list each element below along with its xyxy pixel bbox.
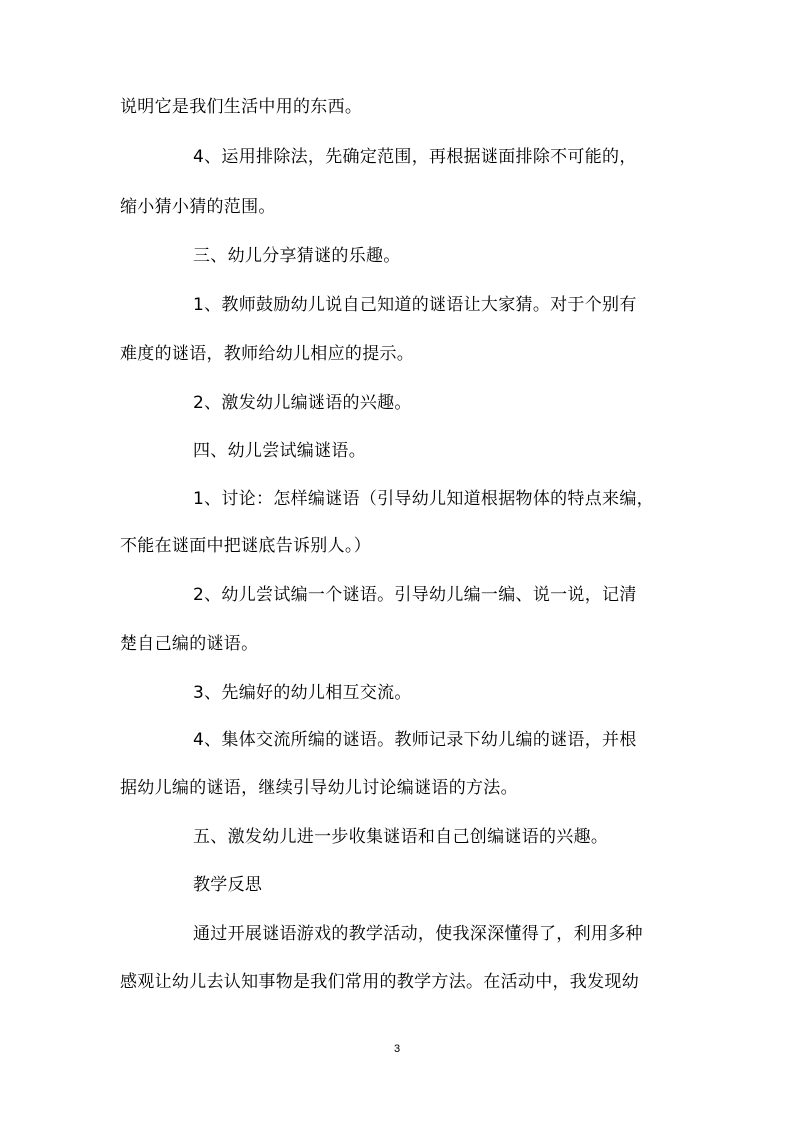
text-line: 3、先编好的幼儿相互交流。	[193, 683, 412, 703]
text-line: 2、激发幼儿编谜语的兴趣。	[193, 393, 412, 413]
text-line: 不能在谜面中把谜底告诉别人。）	[120, 536, 371, 556]
text-line: 感观让幼儿去认知事物是我们常用的教学方法。在活动中，我发现幼	[120, 972, 639, 992]
text-line: 难度的谜语，教师给幼儿相应的提示。	[120, 344, 415, 364]
text-line: 通过开展谜语游戏的教学活动，使我深深懂得了，利用多种	[193, 924, 643, 944]
text-line: 4、集体交流所编的谜语。教师记录下幼儿编的谜语，并根	[193, 730, 637, 750]
text-line: 2、幼儿尝试编一个谜语。引导幼儿编一编、说一说，记清	[193, 585, 637, 605]
text-line: 据幼儿编的谜语，继续引导幼儿讨论编谜语的方法。	[120, 778, 518, 798]
text-line: 缩小猜小猜的范围。	[120, 197, 276, 217]
section-heading: 教学反思	[193, 875, 263, 895]
section-heading: 三、幼儿分享猜谜的乐趣。	[193, 246, 401, 266]
text-line: 4、运用排除法，先确定范围，再根据谜面排除不可能的，	[193, 147, 637, 167]
text-line: 说明它是我们生活中用的东西。	[120, 97, 363, 117]
page-number: 3	[393, 1043, 401, 1055]
section-heading: 五、激发幼儿进一步收集谜语和自己创编谜语的兴趣。	[193, 827, 609, 847]
text-line: 楚自己编的谜语。	[120, 634, 259, 654]
section-heading: 四、幼儿尝试编谜语。	[193, 441, 366, 461]
text-line: 1、教师鼓励幼儿说自己知道的谜语让大家猜。对于个别有	[193, 295, 637, 315]
text-line: 1、讨论：怎样编谜语（引导幼儿知道根据物体的特点来编，	[193, 489, 654, 509]
